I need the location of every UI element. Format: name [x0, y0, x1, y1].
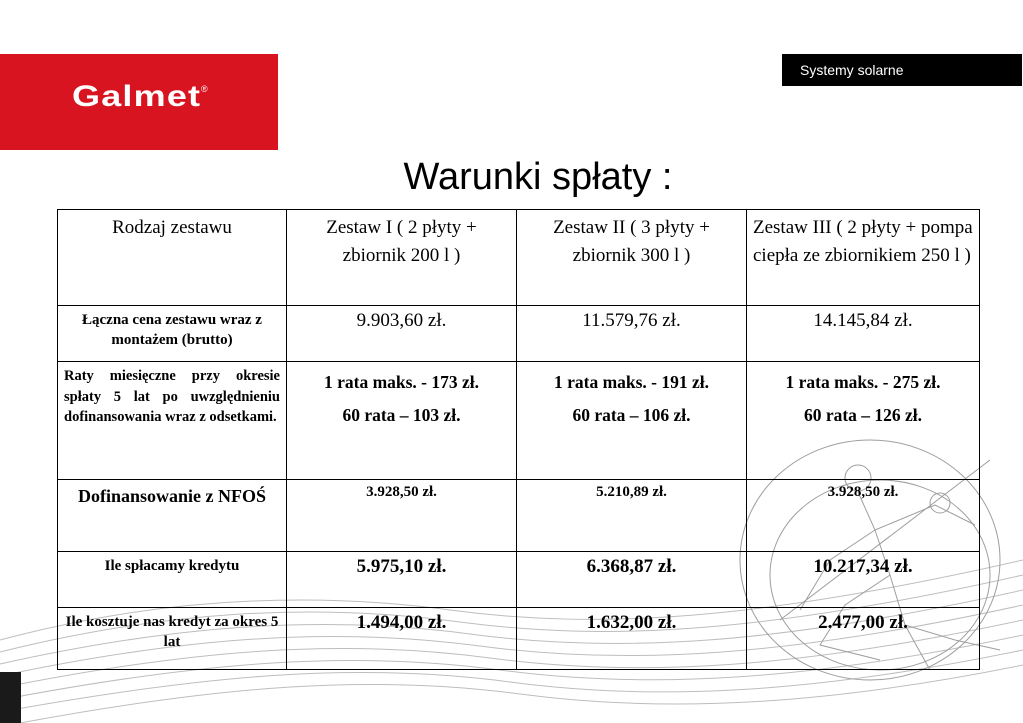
table-cell: 2.477,00 zł.	[747, 608, 980, 670]
registered-mark: ®	[201, 84, 208, 94]
row-label: Ile spłacamy kredytu	[58, 552, 287, 608]
corner-bar	[0, 672, 21, 723]
table-cell: 9.903,60 zł.	[287, 306, 517, 362]
last-installment: 60 rata – 103 zł.	[342, 405, 461, 425]
table-cell: 10.217,34 zł.	[747, 552, 980, 608]
table-cell: 5.975,10 zł.	[287, 552, 517, 608]
section-tag: Systemy solarne	[782, 54, 1022, 86]
table-row	[58, 480, 980, 552]
brand-logo: Galmet	[72, 80, 202, 113]
table-cell: 6.368,87 zł.	[517, 552, 747, 608]
column-header: Zestaw III ( 2 płyty + pompa ciepła ze zbiornikiem 250 l )	[747, 210, 980, 306]
last-installment: 60 rata – 126 zł.	[803, 405, 923, 425]
table-row	[58, 552, 980, 608]
row-label: Dofinansowanie z NFOŚ	[58, 480, 287, 552]
table-cell: 1.494,00 zł.	[287, 608, 517, 670]
table-cell: 14.145,84 zł.	[747, 306, 980, 362]
first-installment: 1 rata maks. - 191 zł.	[553, 372, 710, 392]
first-installment: 1 rata maks. - 275 zł.	[785, 372, 941, 392]
first-installment: 1 rata maks. - 173 zł.	[323, 372, 480, 392]
table-cell	[287, 362, 517, 480]
table-cell: 5.210,89 zł.	[517, 480, 747, 552]
table-cell	[747, 362, 980, 480]
table-cell: 11.579,76 zł.	[517, 306, 747, 362]
column-header: Rodzaj zestawu	[58, 210, 287, 306]
row-label: Łączna cena zestawu wraz z montażem (brutto)	[58, 306, 287, 362]
repayment-table	[57, 209, 980, 670]
column-header: Zestaw II ( 3 płyty + zbiornik 300 l )	[517, 210, 747, 306]
table-row	[58, 362, 980, 480]
table-cell: 3.928,50 zł.	[287, 480, 517, 552]
row-label: Ile kosztuje nas kredyt za okres 5 lat	[58, 608, 287, 670]
table-cell	[517, 362, 747, 480]
page-title: Warunki spłaty :	[403, 156, 673, 198]
table-cell: 1.632,00 zł.	[517, 608, 747, 670]
last-installment: 60 rata – 106 zł.	[572, 405, 691, 425]
table-header-row	[58, 210, 980, 306]
table-row	[58, 306, 980, 362]
column-header: Zestaw I ( 2 płyty + zbiornik 200 l )	[287, 210, 517, 306]
row-label: Raty miesięczne przy okresie spłaty 5 lat po uwzględnieniu dofinansowania wraz z odsetkami.	[58, 362, 287, 480]
table-row	[58, 608, 980, 670]
table-cell: 3.928,50 zł.	[747, 480, 980, 552]
